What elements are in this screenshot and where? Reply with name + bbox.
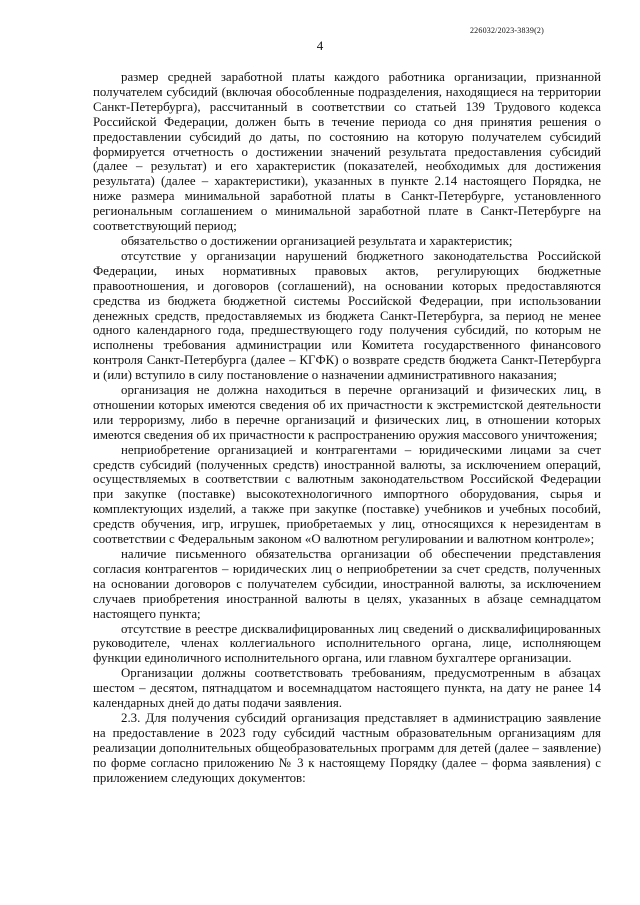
paragraph-requirements-date: Организации должны соответствовать требованиям, предусмотренным в абзацах шестом – десятом, пятнадцатом и восемнадцатом настоящего пункта, на дату не ранее 14 календарных дней до даты подачи заявления. — [93, 666, 601, 711]
paragraph-written-obligation: наличие письменного обязательства организации об обеспечении представления согласия контрагентов – юридических лиц о неприобретении за счет средств, полученных на основании договоров с получателем субсидии, иностранной валюты, за исключением случаев приобретения иностранной валюты в целях, указанных в абзаце семнадцатом настоящего пункта; — [93, 547, 601, 621]
document-body — [93, 70, 601, 786]
page-number: 4 — [316, 38, 324, 53]
paragraph-section-2-3: 2.3. Для получения субсидий организация представляет в администрацию заявление на предоставление в 2023 году субсидий частным образовательным организациям для реализации дополнительных общеобразовательных программ для детей (далее – заявление) по форме согласно приложению № 3 к настоящему Порядку (далее – форма заявления) с приложением следующих документов: — [93, 710, 601, 785]
paragraph-average-salary: размер средней заработной платы каждого работника организации, признанной получателем субсидий (включая обособленные подразделения, находящиеся на территории Санкт-Петербурга), рассчитанный в соответствии со статьей 139 Трудового кодекса Российской Федерации, должен быть в течение периода со дня принятия решения о предоставлении субсидий до даты, по состоянию на которую получателем субсидий формируется отчетность о достижении значений результата предоставления субсидий (далее – результат) и его характеристик (показателей, необходимых для достижения результата) (далее – характеристики), указанных в пункте 2.14 настоящего Порядка, не ниже размера минимальной заработной платы в Санкт-Петербурге, установленного региональным соглашением о минимальной заработной плате в Санкт-Петербурге на соответствующий период; — [93, 70, 601, 234]
paragraph-foreign-currency: неприобретение организацией и контрагентами – юридическими лицами за счет средств субсидий (полученных средств) иностранной валюты, за исключением операций, осуществляемых в соответствии с валютным законодательством Российской Федерации при закупке (поставке) высокотехнологичного импортного оборудования, сырья и комплектующих изделий, а также при закупке (поставке) учебников и учебных пособий, средств обучения, игр, игрушек, приобретаемых у лиц, относящихся к нерезидентам в соответствии с Федеральным законом «О валютном регулировании и валютном контроле»; — [93, 442, 601, 547]
paragraph-no-budget-violations: отсутствие у организации нарушений бюджетного законодательства Российской Федерации, иных нормативных правовых актов, регулирующих бюджетные правоотношения, и договоров (соглашений), на основании которых предоставляются средства из бюджета бюджетной системы Российской Федерации, при использовании денежных средств, предоставляемых из бюджета Санкт-Петербурга, за период не менее одного календарного года, предшествующего году получения субсидий, по которым не исполнены требования администрации или Комитета государственного финансового контроля Санкт-Петербурга (далее – КГФК) о возврате средств бюджета Санкт-Петербурга и (или) вступило в силу постановление о назначении административного наказания; — [93, 248, 601, 383]
paragraph-obligation-result: обязательство о достижении организацией результата и характеристик; — [121, 233, 513, 248]
paragraph-extremism-list: организация не должна находиться в перечне организаций и физических лиц, в отношении которых имеются сведения об их причастности к экстремистской деятельности или терроризму, либо в перечне организаций и физических лиц, в отношении которых имеются сведения об их причастности к распространению оружия массового уничтожения; — [93, 383, 601, 442]
paragraph-disqualified-persons: отсутствие в реестре дисквалифицированных лиц сведений о дисквалифицированных руководителе, членах коллегиального исполнительного органа, лице, исполняющем функции единоличного исполнительного органа, или главном бухгалтере организации. — [93, 621, 601, 666]
document-registration-number: 226032/2023-3839(2) — [469, 26, 544, 35]
